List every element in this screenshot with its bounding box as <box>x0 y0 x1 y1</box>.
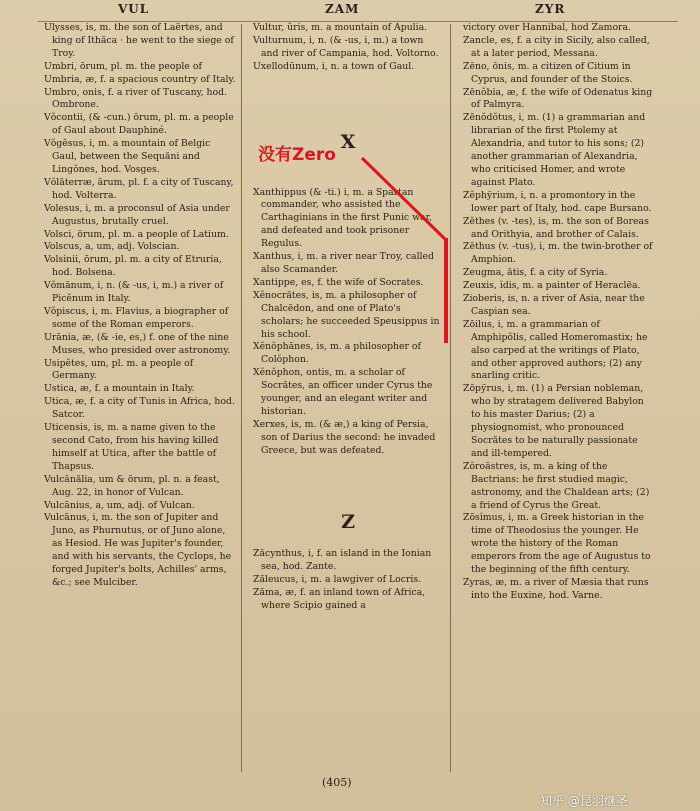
entry: Zĕphўrium, i, n. a promontory in the lower part of Italy, hod. cape Bursano. <box>463 189 652 214</box>
entry: Vŏpiscus, i, m. Flavius, a biographer of some of the Roman emperors. <box>44 305 229 330</box>
entry: Zancle, es, f. a city in Sicily, also called, at a later period, Messana. <box>463 34 650 59</box>
entry: Xĕnŏphon, ontis, m. a scholar of Socrătes, an officer under Cyrus the younger, and an elegant writer and historian. <box>253 367 433 417</box>
entry: victory over Hannibal, hod Zamora. <box>463 22 631 33</box>
entry: Volsinii, ōrum, pl. m. a city of Etruria, hod. Bolsena. <box>44 254 222 279</box>
entry: Vulcānus, i, m. the son of Jupiter and Juno, as Phurnutus, or of Juno alone, as Hesiod. He was Jupiter's founder, and with his servants, the Cyclops, he forged Jupiter's bolts, Achilles' arms, &c.; see Mulciber. <box>44 512 232 588</box>
entry: Vulcānius, a, um, adj. of Vulcan. <box>44 499 195 511</box>
entry: Zioberis, is, n. a river of Asia, near the Caspian sea. <box>463 293 645 317</box>
entry: Xanthus, i, m. a river near Troy, called also Scamander. <box>253 251 434 275</box>
annotation-label: 没有Zero <box>258 145 336 165</box>
annotation-bracket <box>444 238 448 343</box>
entry: Zēno, ōnis, m. a citizen of Citium in Cyprus, and founder of the Stoics. <box>463 60 633 85</box>
entry: Zēthus (v. -tus), i, m. the twin-brother of Amphion. <box>463 241 653 266</box>
entry: Vultur, ŭris, m. a mountain of Apulia. <box>253 22 428 33</box>
entry: Xĕnocrătes, is, m. a philosopher of Chalcēdon, and one of Plato's scholars; he succeeded Speusippus in his school. <box>253 289 440 340</box>
running-head-left: VUL <box>118 2 150 16</box>
entry: Vŏlāterræ, ārum, pl. f. a city of Tuscany, hod. Volterra. <box>44 176 234 201</box>
entry: Zŏroāstres, is, m. a king of the Bactrians: he first studied magic, astronomy, and the Chaldean arts; (2) a friend of Cyrus the Great. <box>463 460 650 511</box>
entry: Zēnŏbia, æ, f. the wife of Odenatus king of Palmyra. <box>463 86 653 111</box>
entry: Ustica, æ, f. a mountain in Italy. <box>44 383 195 395</box>
entry: Zyras, æ, m. a river of Mæsia that runs into the Euxine, hod. Varne. <box>463 576 649 601</box>
entry: Zĕthes (v. -tes), is, m. the son of Boreas and Orithyia, and brother of Calais. <box>463 215 649 240</box>
entry: Volscus, a, um, adj. Volscian. <box>44 241 180 253</box>
running-head-right: ZYR <box>535 2 566 16</box>
entry: Zēnŏdŏtus, i, m. (1) a grammarian and librarian of the first Ptolemy at Alexandria, and tutor to his sons; (2) another grammarian of Alexandria, who criticised Homer, and wrote against Plato. <box>463 112 646 188</box>
watermark: 知乎 @昆羽继圣 <box>540 794 628 808</box>
entry: Uticensis, is, m. a name given to the second Cato, from his having killed himself at Utica, after the battle of Thapsus. <box>44 422 219 472</box>
entry: Zăcynthus, i, f. an island in the Ionian sea, hod. Zante. <box>253 548 432 573</box>
entry: Vŏmānum, i, n. (& -us, i, m.) a river of Picĕnum in Italy. <box>44 280 224 305</box>
entry: Zōilus, i, m. a grammarian of Amphipŏlis, called Homeromastix; he also carped at the writings of Plato, and other approved authors; (2) any snarling critic. <box>463 318 648 382</box>
entry: Usipĕtes, um, pl. m. a people of Germany. <box>44 357 194 382</box>
section-heading-z: Z <box>341 510 355 533</box>
entry: Umbro, onis, f. a river of Tuscany, hod. Ombrone. <box>44 86 227 111</box>
entry: Vulcānālia, um & ōrum, pl. n. a feast, Aug. 22, in honor of Vulcan. <box>44 473 220 498</box>
entry: Zăleucus, i, m. a lawgiver of Locris. <box>253 574 422 586</box>
entry: Xerxes, is, m. (& æ,) a king of Persia, son of Darius the second: he invaded Greece, but was defeated. <box>253 418 436 456</box>
running-head-middle: ZAM <box>325 2 360 16</box>
entry: Zăma, æ, f. an inland town of Africa, where Scipio gained a <box>253 587 426 612</box>
entry: Xĕnŏphānes, is, m. a philosopher of Colŏphon. <box>253 341 421 366</box>
entry: Urānia, æ, (& -ie, es,) f. one of the nine Muses, who presided over astronomy. <box>44 331 231 356</box>
page-number: (405) <box>322 776 352 789</box>
entry: Vŏgĕsus, i, m. a mountain of Belgic Gaul, between the Sequăni and Lingŏnes, hod. Vosges. <box>44 138 211 175</box>
entry: Volesus, i, m. a proconsul of Asia under Augustus, brutally cruel. <box>44 202 230 227</box>
entry: Vŏcontii, (& -cun.) ōrum, pl. m. a people of Gaul about Dauphiné. <box>44 112 234 137</box>
entry: Volsci, ōrum, pl. m. a people of Latium. <box>44 228 229 240</box>
entry: Zeuxis, ĭdis, m. a painter of Heraclēa. <box>463 280 641 292</box>
entry: Umbria, æ, f. a spacious country of Italy. <box>44 73 236 85</box>
section-heading-x: X <box>340 130 356 153</box>
entry: Ulysses, is, m. the son of Laërtes, and king of Ithăca · he went to the siege of Troy. <box>44 22 234 59</box>
entry: Umbri, ōrum, pl. m. the people of <box>44 60 202 72</box>
entry: Zōpўrus, i, m. (1) a Persian nobleman, who by stratagem delivered Babylon to his master Darius; (2) a physiognomist, who pronounced Socrătes to be naturally passionate and ill-tempered. <box>463 383 644 459</box>
entry: Zōsĭmus, i, m. a Greek historian in the time of Theodosius the younger. He wrote the history of the Roman emperors from the age of Augustus to the beginning of the fifth century. <box>463 512 651 576</box>
entry: Zeugma, ătis, f. a city of Syria. <box>463 267 608 279</box>
entry: Xantippe, es, f. the wife of Socrates. <box>253 276 424 288</box>
entry: Vulturnum, i, n. (& -us, i, m.) a town and river of Campania, hod. Voltorno. <box>253 34 439 59</box>
entry: Utica, æ, f. a city of Tunis in Africa, hod. Satcor. <box>44 396 235 421</box>
entry: Uxellodūnum, i, n. a town of Gaul. <box>253 60 415 72</box>
entry: Xanthippus (& -ti.) i, m. a Spartan commander, who assisted the Carthaginians in the first Punic war, and defeated and took prisoner Regulus. <box>253 186 432 250</box>
